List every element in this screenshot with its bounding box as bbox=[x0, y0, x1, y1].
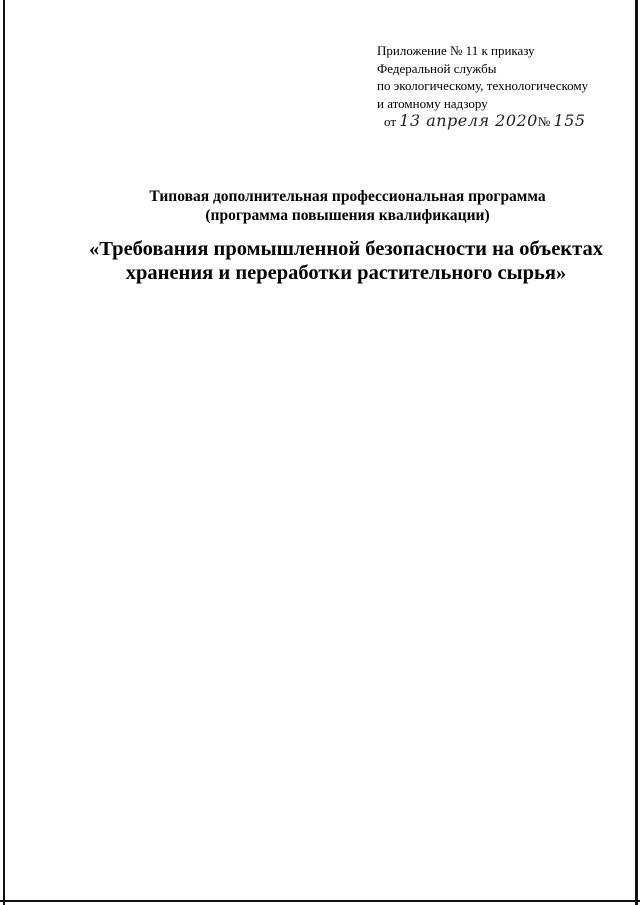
title-line-2: (программа повышения квалификации) bbox=[205, 207, 490, 224]
document-title bbox=[0, 187, 640, 225]
date-prefix: от bbox=[384, 114, 397, 129]
scan-border-bottom bbox=[0, 900, 640, 902]
scan-border-left bbox=[3, 0, 5, 905]
appendix-line-3: по экологическому, технологическому bbox=[377, 78, 589, 93]
order-date-line bbox=[384, 112, 617, 132]
program-name-line-1: «Требования промышленной безопасности на объектах bbox=[89, 238, 603, 260]
scan-border-right bbox=[635, 0, 638, 905]
program-name bbox=[0, 237, 640, 285]
program-name-line-2: хранения и переработки растительного сырья» bbox=[125, 262, 567, 284]
appendix-line-2: Федеральной службы bbox=[377, 60, 497, 76]
handwritten-order-number: 155 bbox=[553, 111, 586, 130]
appendix-header bbox=[377, 42, 617, 132]
handwritten-date: 13 апреля 2020 bbox=[399, 111, 538, 130]
appendix-line-1: Приложение № 11 к приказу bbox=[377, 43, 535, 58]
appendix-line-4: и атомному надзору bbox=[377, 95, 488, 111]
title-line-1: Типовая дополнительная профессиональная программа bbox=[149, 188, 546, 205]
number-sign: № bbox=[537, 114, 551, 129]
